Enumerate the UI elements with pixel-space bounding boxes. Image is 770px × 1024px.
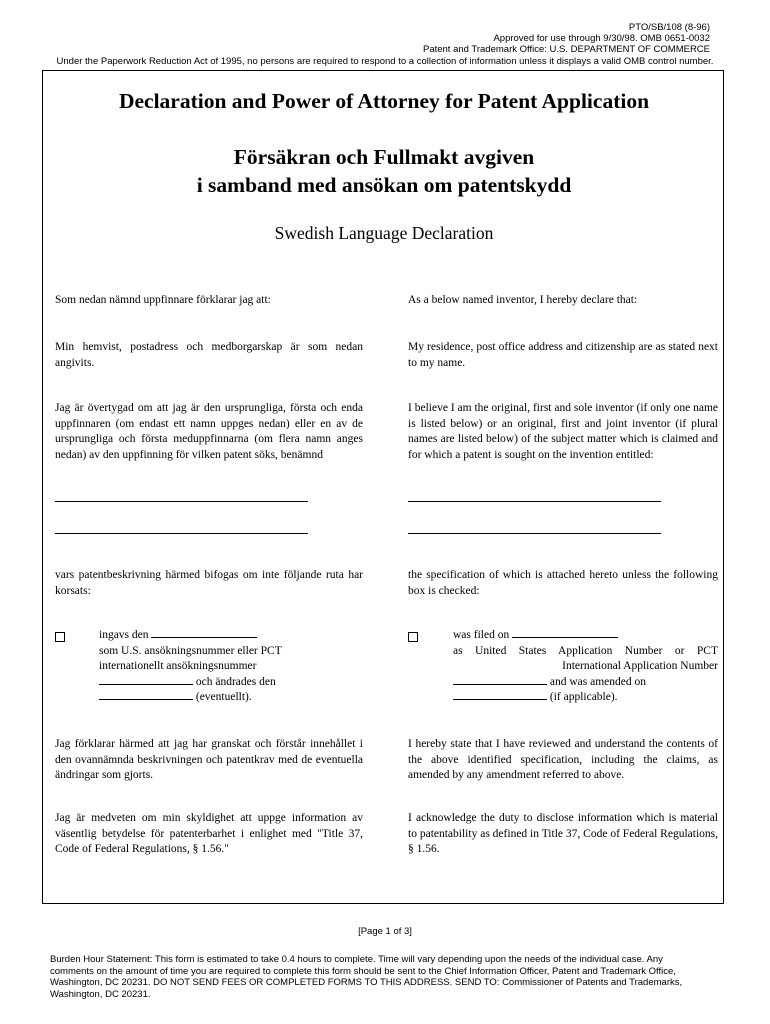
international-number-label-sv: internationellt ansökningsnummer [99,660,257,672]
application-number-label-en: as United States Application Number or PCT [453,644,718,657]
title-swedish-line2: i samband med ansökan om patentskydd [196,173,572,197]
application-number-field-sv[interactable] [99,684,193,685]
specification-sv: vars patentbeskrivning härmed bifogas om inte följande ruta har korsats: [55,569,363,597]
application-number-field-en[interactable] [453,684,547,685]
filed-checkbox-sv[interactable] [55,632,65,642]
filed-date-field-sv[interactable] [151,637,257,638]
filed-block-en [453,628,718,706]
reviewed-en: I hereby state that I have reviewed and understand the contents of the above identified specification, including the claims, as amended by any amendment referred to above. [408,738,718,781]
office-line: Patent and Trademark Office: U.S. DEPARTMENT OF COMMERCE [422,44,710,55]
inventor-sv: Jag är övertygad om att jag är den ursprungliga, första och enda uppfinnaren (om endast ett namn uppges nedan) eller en av de ursprungliga och första meduppfinnarna (om flera namn anges nedan) av den uppfinning för vilken patent söks, benämnd [55,402,363,461]
amended-label-en: and was amended on [549,675,646,688]
filed-on-label-en: was filed on [453,629,510,641]
if-applicable-label-sv: (eventuellt). [195,691,252,703]
invention-title-line-2-sv[interactable] [55,533,308,534]
form-header [423,22,710,55]
amended-label-sv: och ändrades den [195,675,276,688]
declaration-frame [42,70,724,904]
filed-on-label-sv: ingavs den [99,629,149,641]
approval-line: Approved for use through 9/30/98. OMB 0651-0032 [493,33,710,44]
inventor-en: I believe I am the original, first and sole inventor (if only one name is listed below) or an original, first and joint inventor (if plural names are listed below) of the subject matter which is claimed and for which a patent is sought on the invention entitled: [408,402,718,461]
reviewed-sv: Jag förklarar härmed att jag har granskat och förstår innehållet i den ovannämnda beskrivningen och patentkrav med de eventuella ändringar som gjorts. [55,738,363,781]
international-number-label-en: International Application Number [562,660,718,672]
title-english: Declaration and Power of Attorney for Patent Application [118,89,650,113]
amended-date-field-en[interactable] [453,699,547,700]
invention-title-line-1-en[interactable] [408,501,661,502]
filed-date-field-en[interactable] [512,637,618,638]
disclose-en: I acknowledge the duty to disclose information which is material to patentability as defined in Title 37, Code of Federal Regulations, § 1.56. [408,812,718,855]
subtitle: Swedish Language Declaration [274,223,494,243]
form-id: PTO/SB/108 (8-96) [628,22,710,33]
specification-en: the specification of which is attached hereto unless the following box is checked: [408,569,718,597]
declare-en: As a below named inventor, I hereby declare that: [408,294,638,306]
declare-sv: Som nedan nämnd uppfinnare förklarar jag att: [55,294,271,306]
residence-en: My residence, post office address and citizenship are as stated next to my name. [408,341,718,369]
amended-date-field-sv[interactable] [99,699,193,700]
title-swedish-line1: Försäkran och Fullmakt avgiven [233,145,535,169]
burden-statement: Burden Hour Statement: This form is estimated to take 0.4 hours to complete. Time will vary depending upon the needs of the individual case. Any comments on the amount of time you are required to complete this form should be sent to the Chief Information Officer, Patent and Trademark Office, Washington, DC 20231. DO NOT SEND FEES OR COMPLETED FORMS TO THIS ADDRESS. SEND TO: Commissioner of Patents and Trademarks, Washington, DC 20231. [50,954,683,1000]
invention-title-line-1-sv[interactable] [55,501,308,502]
if-applicable-label-en: (if applicable). [549,691,618,703]
residence-sv: Min hemvist, postadress och medborgarskap är som nedan angivits. [55,341,363,369]
disclose-sv: Jag är medveten om min skyldighet att uppge information av väsentlig betydelse för patenterbarhet i enlighet med "Title 37, Code of Federal Regulations, § 1.56." [55,812,363,855]
application-number-label-sv: som U.S. ansökningsnummer eller PCT [99,644,282,657]
page-number: [Page 1 of 3] [358,926,412,937]
filed-block-sv [99,628,359,706]
filed-checkbox-en[interactable] [408,632,418,642]
title-swedish [43,143,725,199]
paperwork-notice: Under the Paperwork Reduction Act of 1995, no persons are required to respond to a collection of information unless it displays a valid OMB control number. [56,56,714,67]
invention-title-line-2-en[interactable] [408,533,661,534]
